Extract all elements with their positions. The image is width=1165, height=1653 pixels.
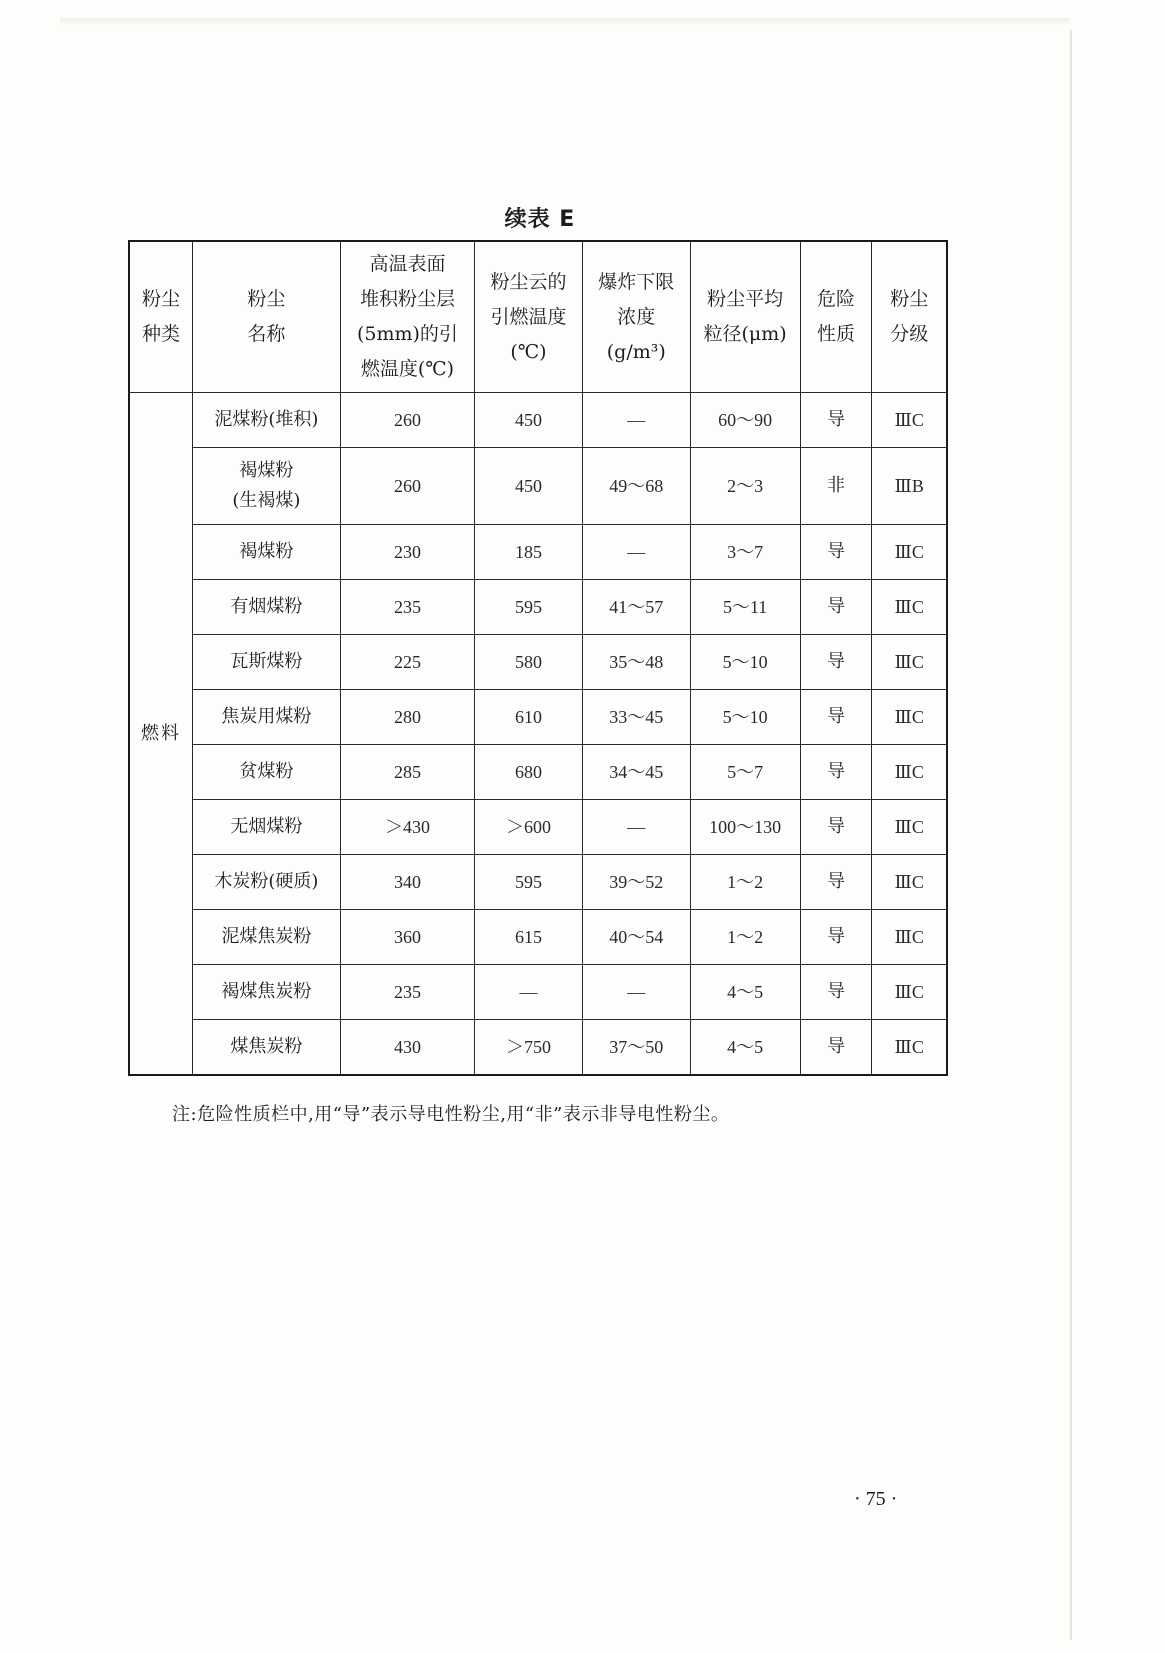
cloud-ignition-temp-cell: 580 (475, 635, 583, 690)
layer-ignition-temp-cell: 235 (340, 580, 474, 635)
lower-explosion-limit-cell: — (582, 393, 690, 448)
cloud-ignition-temp-cell: — (475, 965, 583, 1020)
lower-explosion-limit-cell: — (582, 800, 690, 855)
cloud-ignition-temp-cell: 615 (475, 910, 583, 965)
cloud-ignition-temp-cell: 595 (475, 580, 583, 635)
dust-name-line: 瓦斯煤粉 (230, 651, 303, 672)
category-cell: 燃料 (129, 393, 192, 1076)
table-row (129, 690, 947, 745)
header-particle-size: 粉尘平均 粒径(μm) (690, 241, 800, 393)
scan-page-edge (1070, 30, 1072, 1640)
lower-explosion-limit-cell: 34～45 (582, 745, 690, 800)
particle-size-cell: 5～7 (690, 745, 800, 800)
cloud-ignition-temp-cell: 450 (475, 393, 583, 448)
dust-class-cell: ⅢB (872, 448, 947, 525)
particle-size-cell: 5～11 (690, 580, 800, 635)
hazard-property-cell: 导 (800, 745, 872, 800)
lower-explosion-limit-cell: 49～68 (582, 448, 690, 525)
cloud-ignition-temp-cell: ＞750 (475, 1020, 583, 1076)
hazard-property-cell: 导 (800, 1020, 872, 1076)
particle-size-cell: 5～10 (690, 635, 800, 690)
particle-size-cell: 1～2 (690, 910, 800, 965)
table-note: 注:危险性质栏中,用“导”表示导电性粉尘,用“非”表示非导电性粉尘。 (172, 1104, 730, 1125)
dust-properties-table (128, 240, 948, 1076)
particle-size-cell: 5～10 (690, 690, 800, 745)
cloud-ignition-temp-cell: 610 (475, 690, 583, 745)
header-dust-class: 粉尘 分级 (872, 241, 947, 393)
particle-size-cell: 60～90 (690, 393, 800, 448)
cloud-ignition-temp-cell: 450 (475, 448, 583, 525)
particle-size-cell: 4～5 (690, 965, 800, 1020)
cloud-ignition-temp-cell: ＞600 (475, 800, 583, 855)
table-row (129, 525, 947, 580)
hazard-property-cell: 导 (800, 855, 872, 910)
table-title: 续表 E (504, 207, 576, 232)
dust-class-cell: ⅢC (872, 800, 947, 855)
cloud-ignition-temp-cell: 595 (475, 855, 583, 910)
lower-explosion-limit-cell: 41～57 (582, 580, 690, 635)
dust-name-cell (192, 965, 340, 1020)
dust-name-cell (192, 855, 340, 910)
layer-ignition-temp-cell: 280 (340, 690, 474, 745)
table-row (129, 965, 947, 1020)
lower-explosion-limit-cell: 39～52 (582, 855, 690, 910)
dust-class-cell: ⅢC (872, 580, 947, 635)
dust-name-line: 褐煤粉 (239, 541, 294, 562)
dust-name-line: 泥煤焦炭粉 (221, 926, 312, 947)
dust-name-line: 有烟煤粉 (230, 596, 303, 617)
dust-name-line: 褐煤粉 (239, 460, 294, 481)
dust-name-line: 泥煤粉(堆积) (214, 409, 319, 430)
table-row (129, 580, 947, 635)
table-row (129, 635, 947, 690)
header-hazard-property: 危险 性质 (800, 241, 872, 393)
dust-name-line: 煤焦炭粉 (230, 1036, 303, 1057)
hazard-property-cell: 非 (800, 448, 872, 525)
hazard-property-cell: 导 (800, 580, 872, 635)
dust-class-cell: ⅢC (872, 910, 947, 965)
table-row (129, 745, 947, 800)
particle-size-cell: 4～5 (690, 1020, 800, 1076)
particle-size-cell: 2～3 (690, 448, 800, 525)
dust-name-cell (192, 1020, 340, 1076)
table-row (129, 800, 947, 855)
hazard-property-cell: 导 (800, 690, 872, 745)
particle-size-cell: 3～7 (690, 525, 800, 580)
layer-ignition-temp-cell: 340 (340, 855, 474, 910)
dust-name-cell (192, 635, 340, 690)
dust-name-line: (生褐煤) (232, 490, 301, 511)
cloud-ignition-temp-cell: 680 (475, 745, 583, 800)
layer-ignition-temp-cell: 235 (340, 965, 474, 1020)
dust-name-cell (192, 448, 340, 525)
layer-ignition-temp-cell: 260 (340, 448, 474, 525)
dust-class-cell: ⅢC (872, 965, 947, 1020)
page-number: · 75 · (854, 1488, 898, 1510)
dust-class-cell: ⅢC (872, 1020, 947, 1076)
hazard-property-cell: 导 (800, 965, 872, 1020)
layer-ignition-temp-cell: 360 (340, 910, 474, 965)
dust-name-line: 焦炭用煤粉 (221, 706, 312, 727)
layer-ignition-temp-cell: 430 (340, 1020, 474, 1076)
hazard-property-cell: 导 (800, 635, 872, 690)
dust-name-cell (192, 580, 340, 635)
layer-ignition-temp-cell: 230 (340, 525, 474, 580)
dust-name-line: 木炭粉(硬质) (214, 871, 319, 892)
dust-name-cell (192, 910, 340, 965)
dust-name-cell (192, 745, 340, 800)
header-category: 粉尘 种类 (129, 241, 192, 393)
table-row (129, 910, 947, 965)
dust-class-cell: ⅢC (872, 745, 947, 800)
header-layer-ignition-temp: 高温表面 堆积粉尘层 (5mm)的引 燃温度(℃) (340, 241, 474, 393)
hazard-property-cell: 导 (800, 393, 872, 448)
table-body (129, 393, 947, 1076)
lower-explosion-limit-cell: — (582, 965, 690, 1020)
layer-ignition-temp-cell: 285 (340, 745, 474, 800)
layer-ignition-temp-cell: ＞430 (340, 800, 474, 855)
header-lower-explosion-limit: 爆炸下限 浓度 (g/m³) (582, 241, 690, 393)
dust-name-cell (192, 525, 340, 580)
scan-top-shade (60, 18, 1070, 26)
header-name: 粉尘 名称 (192, 241, 340, 393)
table-row (129, 855, 947, 910)
particle-size-cell: 1～2 (690, 855, 800, 910)
layer-ignition-temp-cell: 225 (340, 635, 474, 690)
header-row (129, 241, 947, 393)
lower-explosion-limit-cell: — (582, 525, 690, 580)
dust-name-line: 无烟煤粉 (230, 816, 303, 837)
particle-size-cell: 100～130 (690, 800, 800, 855)
dust-class-cell: ⅢC (872, 393, 947, 448)
hazard-property-cell: 导 (800, 910, 872, 965)
lower-explosion-limit-cell: 35～48 (582, 635, 690, 690)
lower-explosion-limit-cell: 40～54 (582, 910, 690, 965)
dust-class-cell: ⅢC (872, 525, 947, 580)
dust-name-cell (192, 690, 340, 745)
cloud-ignition-temp-cell: 185 (475, 525, 583, 580)
dust-class-cell: ⅢC (872, 690, 947, 745)
table-row (129, 393, 947, 448)
header-cloud-ignition-temp: 粉尘云的 引燃温度 (℃) (475, 241, 583, 393)
table-row (129, 448, 947, 525)
lower-explosion-limit-cell: 33～45 (582, 690, 690, 745)
layer-ignition-temp-cell: 260 (340, 393, 474, 448)
lower-explosion-limit-cell: 37～50 (582, 1020, 690, 1076)
dust-name-cell (192, 800, 340, 855)
dust-class-cell: ⅢC (872, 855, 947, 910)
dust-name-cell (192, 393, 340, 448)
hazard-property-cell: 导 (800, 800, 872, 855)
dust-class-cell: ⅢC (872, 635, 947, 690)
hazard-property-cell: 导 (800, 525, 872, 580)
table-row (129, 1020, 947, 1076)
dust-name-line: 褐煤焦炭粉 (221, 981, 312, 1002)
dust-name-line: 贫煤粉 (239, 761, 294, 782)
